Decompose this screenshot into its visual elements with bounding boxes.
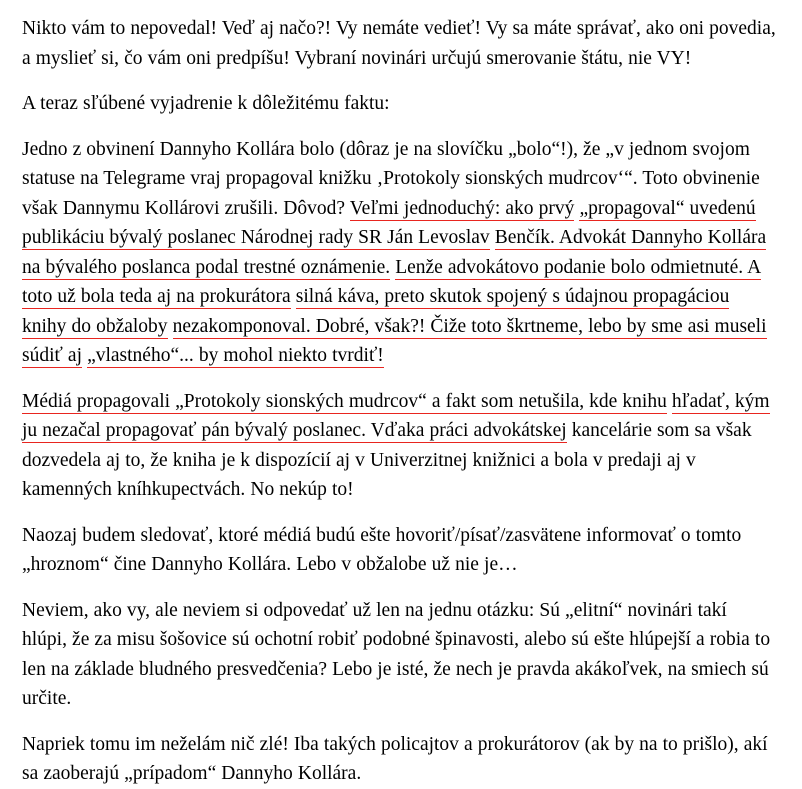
- paragraph-3-line-8-underlined: nezakomponoval. Dobré, však?! Čiže toto škrtneme, lebo by sme asi museli súdiť aj: [22, 315, 767, 366]
- paragraph-1: Nikto vám to nepovedal! Veď aj načo?! Vy nemáte vedieť! Vy sa máte správať, ako oni povedia, a myslieť si, čo vám oni predpíšu! Vybraní novinári určujú smerovanie štátu, nie VY!: [22, 18, 776, 69]
- paragraph-4-line-4: knižnici a bola v predaji aj v kamenných kníhkupectvách. No nekúp to!: [22, 449, 696, 500]
- paragraph-4: [22, 387, 776, 505]
- paragraph-3-line-6-underlined: Lenže advokátovo podanie bolo odmietnuté. A toto už bola teda aj na prokurátora: [22, 256, 762, 307]
- paragraph-3-line-2: svojom statuse na Telegrame vraj propagoval knižku ‚Protokoly sionských mudrcov‘“.: [22, 138, 750, 189]
- paragraph-3-line-5-underlined: Benčík. Advokát Dannyho Kollára na bývalého poslanca podal trestné oznámenie.: [22, 227, 767, 278]
- paragraph-4-line-2-underlined: hľadať, kým ju nezačal propagovať pán bývalý poslanec. Vďaka práci advokátskej: [22, 390, 770, 441]
- paragraph-6: Neviem, ako vy, ale neviem si odpovedať už len na jednu otázku: Sú „elitní“ novinári takí hlúpi, že za misu šošovice sú ochotní robiť podobné špinavosti, alebo sú ešte hlúpejší a robia to len na základe bludného presvedčenia? Lebo je isté, že nech je pravda akákoľvek, na smiech sú určite.: [22, 599, 771, 709]
- paragraph-3: [22, 135, 776, 371]
- paragraph-3-line-3-underlined: Veľmi jednoduchý: ako prvý: [349, 197, 575, 219]
- paragraph-3-line-4-underlined: „propagoval“ uvedenú publikáciu bývalý poslanec Národnej rady SR Ján Levoslav: [22, 197, 756, 248]
- paragraph-3-line-1: Jedno z obvinení Dannyho Kollára bolo (dôraz je na slovíčku „bolo“!), že „v jednom: [22, 138, 688, 160]
- paragraph-3-line-3-plain: Toto obvinenie však Dannymu Kollárovi zrušili. Dôvod?: [22, 168, 760, 219]
- paragraph-5: Naozaj budem sledovať, ktoré médiá budú ešte hovoriť/písať/zasvätene informovať o tomto „hroznom“ čine Dannyho Kollára. Lebo v obžalobe už nie je…: [22, 524, 742, 575]
- paragraph-7: Napriek tomu im neželám nič zlé! Iba takých policajtov a prokurátorov (ak by na to prišlo), akí sa zaoberajú „prípadom“ Dannyho Kollára.: [22, 733, 768, 784]
- paragraph-3-line-7-underlined: silná káva, preto skutok spojený s údajnou propagáciou knihy do obžaloby: [22, 286, 730, 337]
- paragraph-2: A teraz sľúbené vyjadrenie k dôležitému faktu:: [22, 93, 390, 114]
- paragraph-4-line-1-underlined: Médiá propagovali „Protokoly sionských mudrcov“ a fakt som netušila, kde knihu: [22, 390, 667, 412]
- paragraph-4-line-3: kancelárie som sa však dozvedela aj to, že kniha je k dispozícií aj v Univerzitnej: [22, 420, 752, 471]
- paragraph-3-line-9-underlined: „vlastného“... by mohol niekto tvrdiť!: [87, 345, 384, 366]
